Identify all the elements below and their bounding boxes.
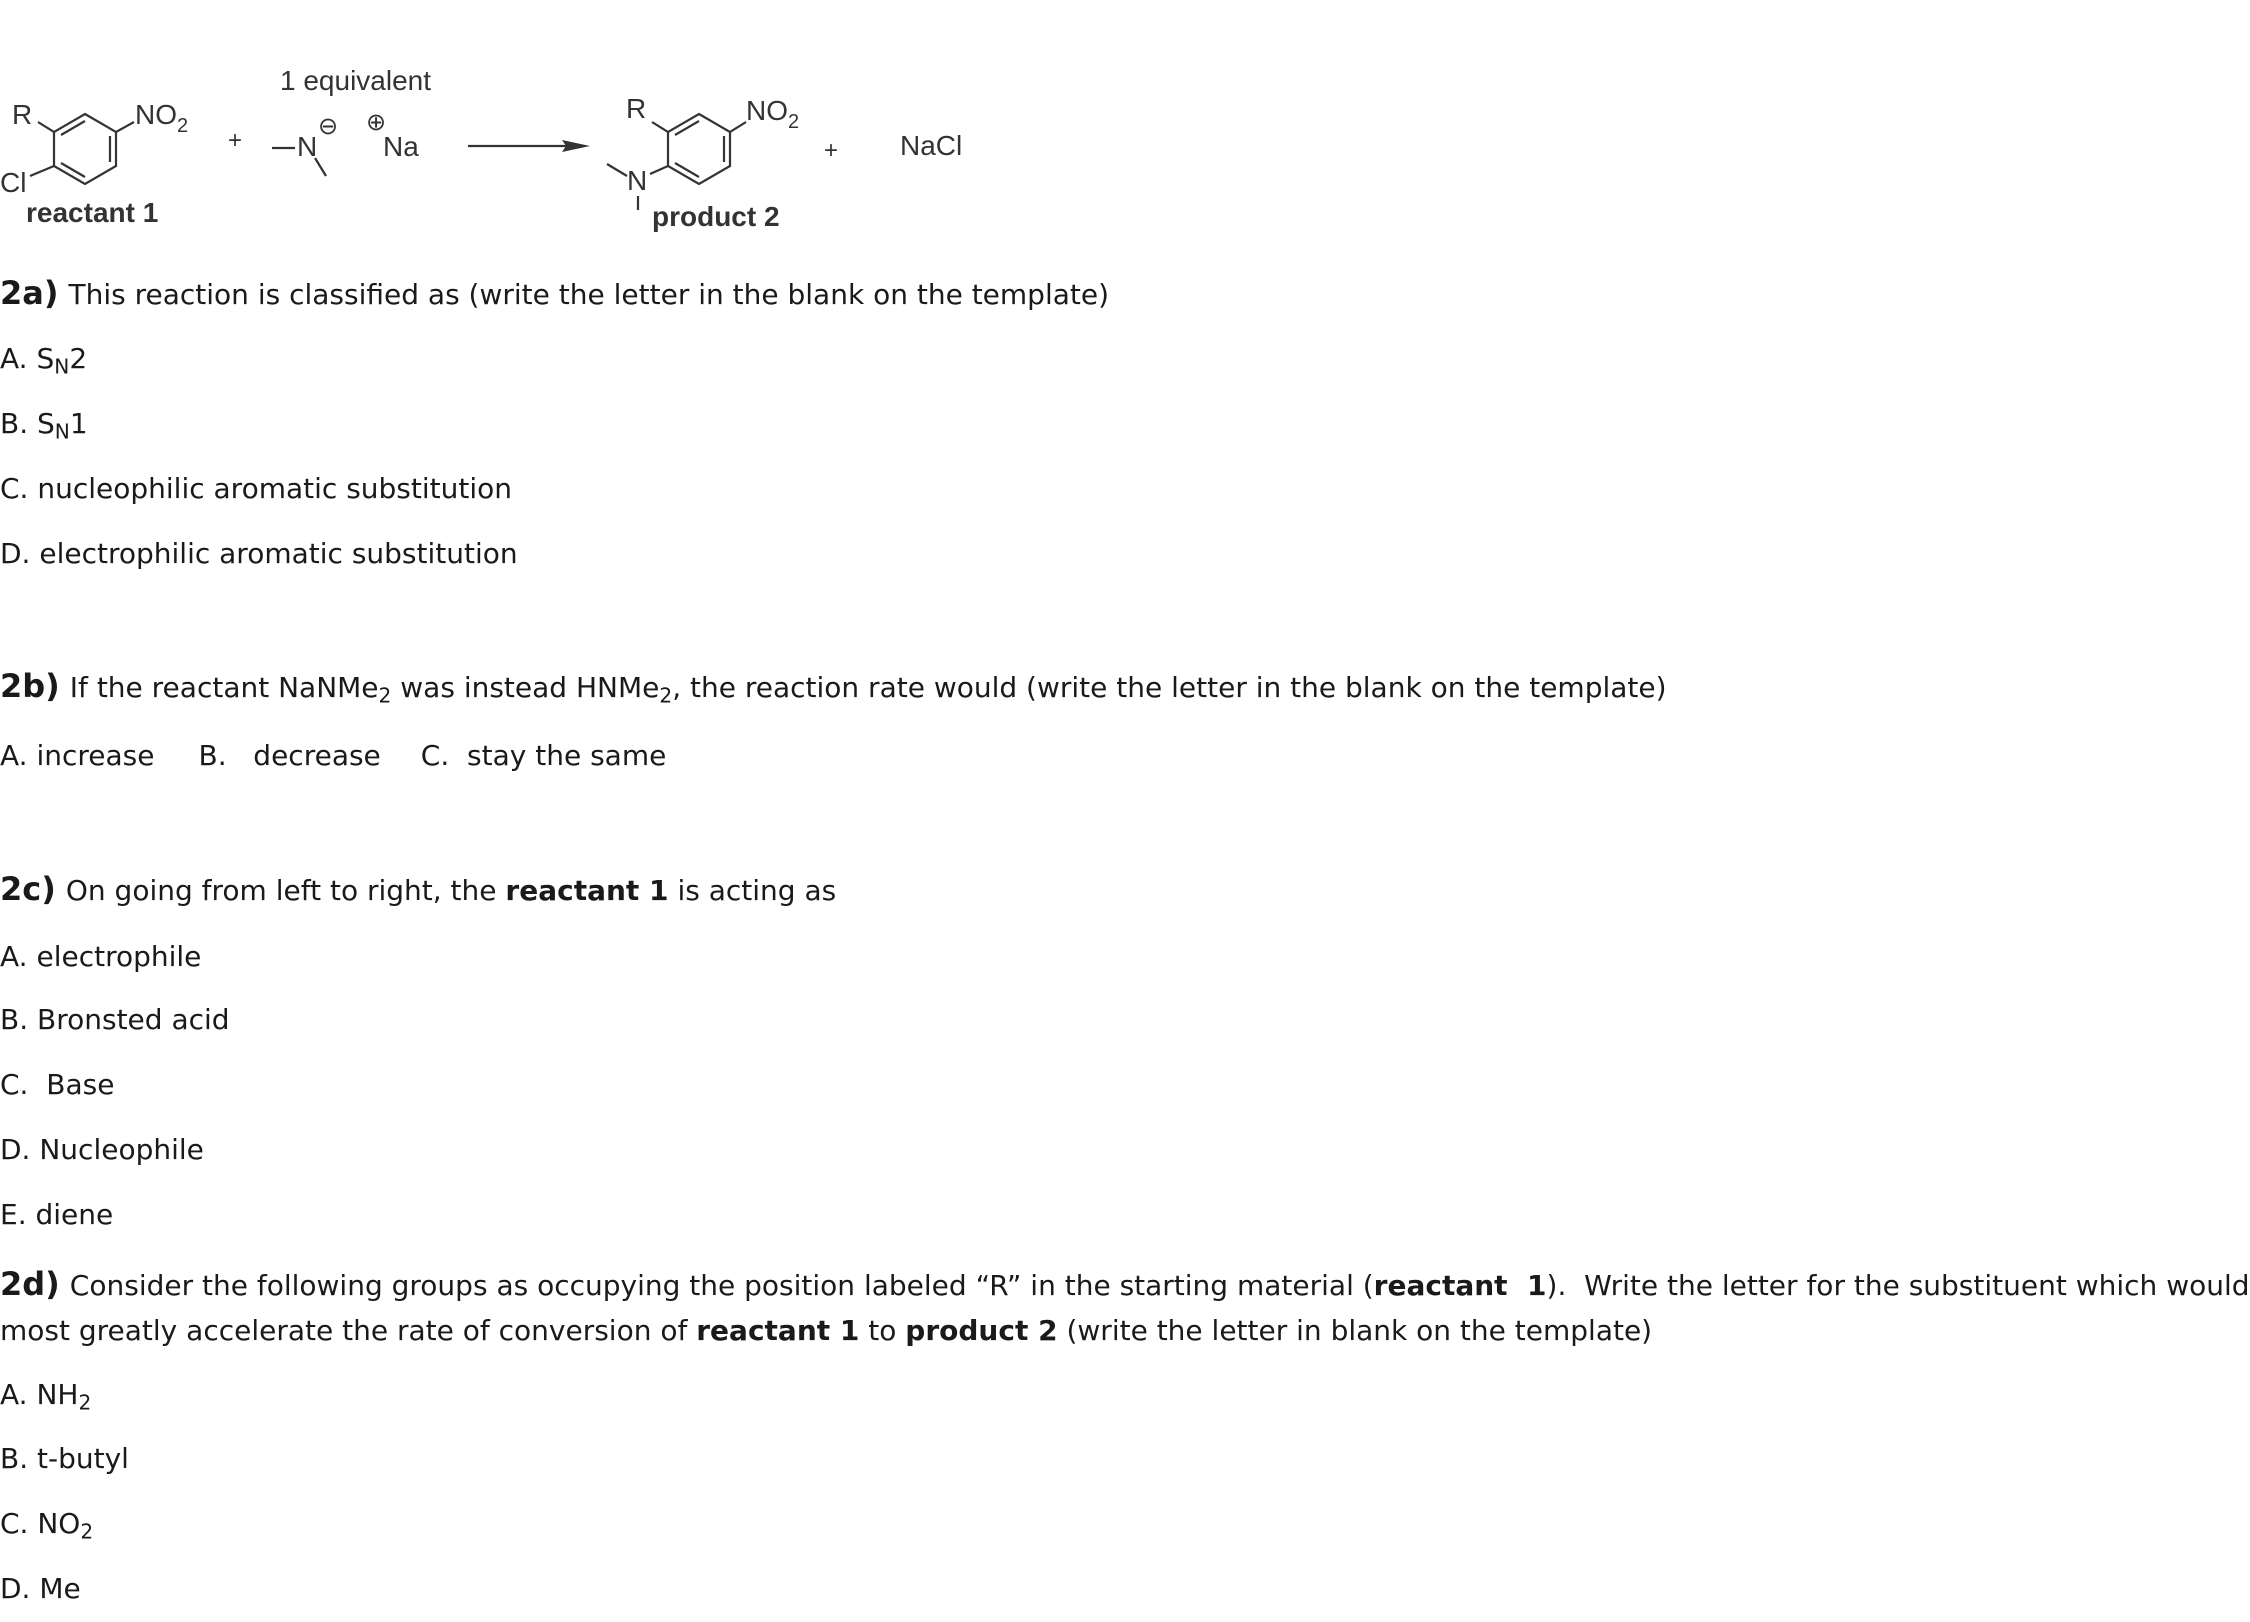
option-2c-b: B. Bronsted acid: [0, 1003, 230, 1036]
option-2d-c: C. $NO_2$: [0, 1507, 94, 1544]
question-2d: 2d) Consider the following groups as occupying the position labeled “R” in the starting material (reactant 1). Write the letter for the substituent which would: [0, 1265, 2250, 1303]
option-2c-e: E. diene: [0, 1198, 114, 1231]
nacl-label: NaCl: [900, 130, 963, 161]
option-2d-b: B. t-butyl: [0, 1442, 129, 1475]
reactant-no2-label: $NO_2$: [135, 99, 189, 137]
option-2b-b: B. decrease: [198, 739, 381, 772]
reaction-scheme: [0, 0, 1000, 250]
reactant-1-label: reactant 1: [26, 197, 159, 228]
reactant-r-label: R: [12, 99, 33, 130]
option-2b-a: A. increase: [0, 739, 155, 772]
question-number: 2b): [0, 667, 60, 705]
reaction-arrow-icon: [468, 140, 590, 152]
reactant-cl-label: Cl: [0, 167, 27, 198]
option-2b-c: C. stay the same: [420, 739, 667, 772]
product-n-label: N: [627, 165, 648, 196]
question-number: 2c): [0, 870, 56, 908]
question-text: This reaction is classified as (write the letter in the blank on the template): [68, 278, 1110, 311]
reagent-note: 1 equivalent: [280, 65, 432, 96]
product-2-label: product 2: [652, 201, 780, 232]
option-2c-a: A. electrophile: [0, 940, 202, 973]
options-2b: [0, 739, 666, 772]
plus-sign-1: +: [228, 127, 243, 154]
option-2a-c: C. nucleophilic aromatic substitution: [0, 472, 513, 505]
question-2b: 2b) If the reactant NaNMe$_2$ was instead HNMe$_2$, the reaction rate would (write the letter in the blank on the template): [0, 667, 1667, 708]
option-2a-b: B. $S_N1$: [0, 407, 88, 444]
reagent-na-label: Na: [383, 131, 419, 162]
question-2c: 2c) On going from left to right, the reactant 1 is acting as: [0, 870, 837, 908]
option-2c-d: D. Nucleophile: [0, 1133, 204, 1166]
question-number: 2d): [0, 1265, 60, 1303]
question-number: 2a): [0, 274, 59, 312]
option-2a-d: D. electrophilic aromatic substitution: [0, 537, 518, 570]
option-2c-c: C. Base: [0, 1068, 115, 1101]
negative-charge-icon: ⊖: [318, 113, 339, 140]
product-no2-label: $NO_2$: [746, 95, 800, 133]
option-2a-a: A. $S_N2$: [0, 342, 88, 379]
reagent-n-label: N: [297, 131, 318, 162]
option-2d-a: A. $NH_2$: [0, 1378, 92, 1415]
question-2d-line-2: most greatly accelerate the rate of conversion of reactant 1 to product 2 (write the letter in blank on the template): [0, 1314, 1653, 1347]
option-2d-d: D. Me: [0, 1572, 81, 1605]
product-r-label: R: [626, 93, 647, 124]
question-2a: [0, 274, 1109, 312]
reactant-1-structure: [30, 114, 134, 184]
plus-sign-2: +: [824, 137, 839, 164]
positive-charge-icon: ⊕: [366, 109, 387, 136]
